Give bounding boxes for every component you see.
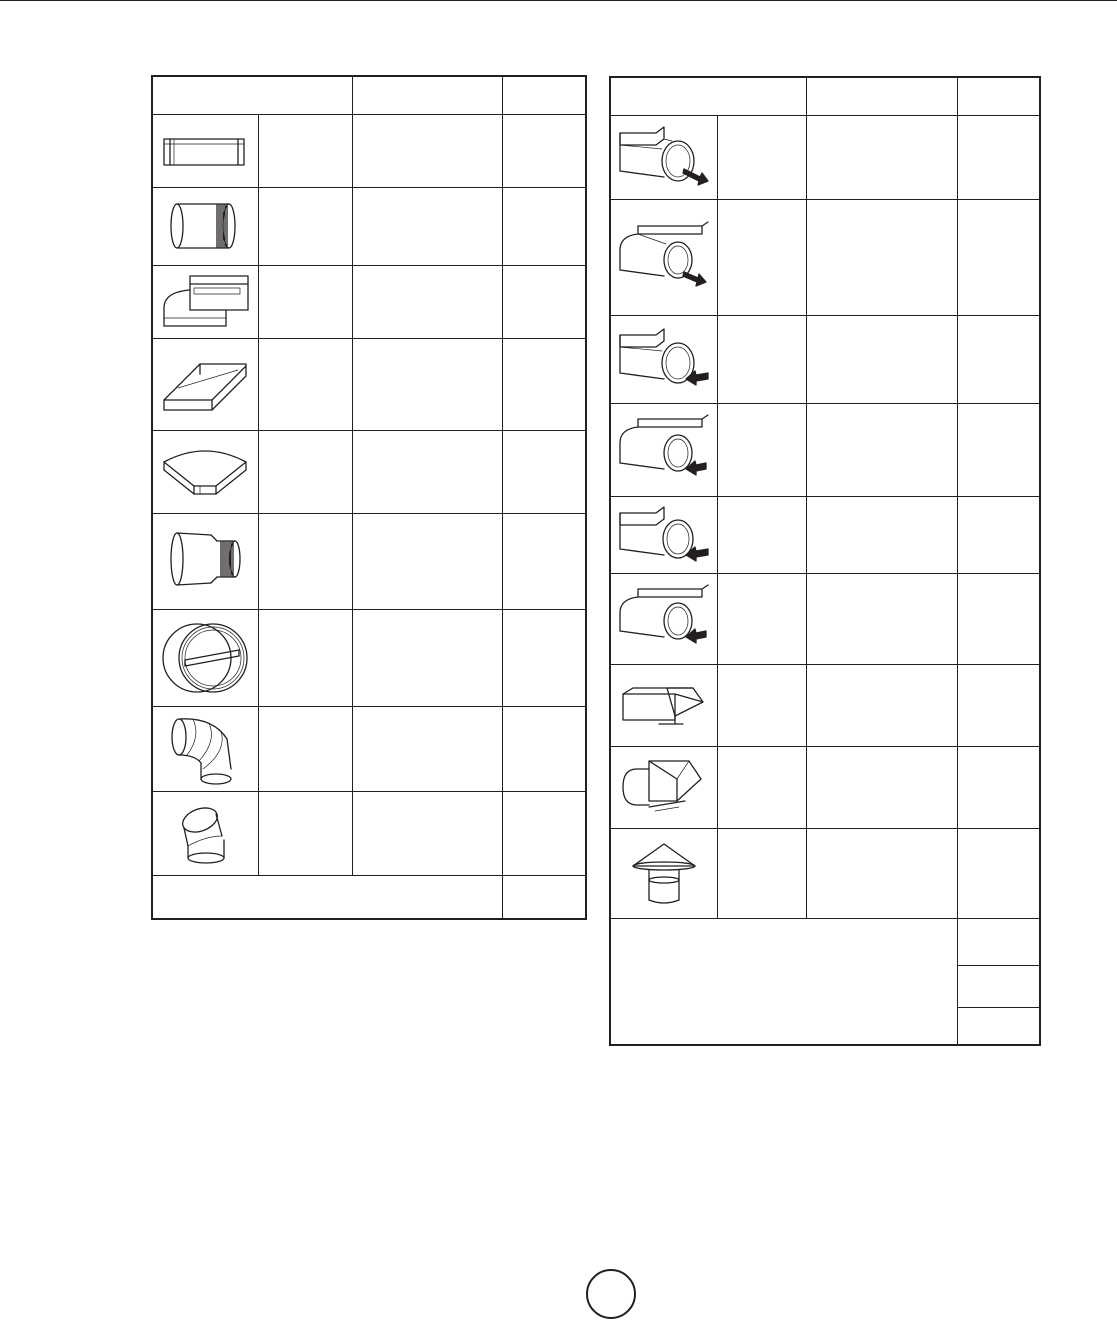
footer-label <box>152 875 502 919</box>
row-size <box>352 609 502 706</box>
row-qty <box>957 115 1040 199</box>
header-size <box>806 77 957 115</box>
table-row <box>610 573 1040 664</box>
row-size <box>352 430 502 513</box>
row-name <box>258 114 352 187</box>
table-row <box>610 664 1040 746</box>
row-name <box>258 265 352 338</box>
row-name <box>717 664 806 746</box>
roof-cap-round-icon <box>629 840 699 906</box>
duct-pieces-table-right <box>609 76 1041 1046</box>
table-row <box>152 187 586 265</box>
wall-cap-round-icon <box>619 757 709 817</box>
rect-to-round-elbow-outlet-icon <box>616 224 712 290</box>
table-row <box>610 828 1040 918</box>
row-qty <box>957 403 1040 496</box>
footer-value <box>957 1007 1040 1045</box>
row-name <box>717 828 806 918</box>
row-name <box>258 706 352 791</box>
row-name <box>258 187 352 265</box>
header-qty <box>502 76 586 114</box>
table-row <box>152 114 586 187</box>
row-qty <box>502 706 586 791</box>
row-name <box>717 315 806 403</box>
row-name <box>717 403 806 496</box>
row-name <box>258 609 352 706</box>
rectangular-elbow-90-flat-icon <box>160 442 250 502</box>
header-size <box>352 76 502 114</box>
row-qty <box>502 187 586 265</box>
row-size <box>352 791 502 875</box>
rect-to-round-transition-inlet-icon <box>616 327 712 391</box>
header-item <box>610 77 806 115</box>
row-size <box>352 338 502 430</box>
rectangular-elbow-vertical-icon <box>160 270 250 334</box>
row-size <box>806 664 957 746</box>
table-header-row <box>152 76 586 114</box>
row-qty <box>957 573 1040 664</box>
duct-pieces-table-left <box>151 75 587 920</box>
footer-value <box>957 918 1040 965</box>
row-name <box>717 199 806 315</box>
row-size <box>806 115 957 199</box>
table-row <box>610 315 1040 403</box>
table-row <box>610 403 1040 496</box>
table-header-row <box>610 77 1040 115</box>
row-qty <box>502 338 586 430</box>
table-row <box>610 496 1040 573</box>
row-size <box>806 199 957 315</box>
row-size <box>806 746 957 828</box>
row-name <box>717 746 806 828</box>
header-item <box>152 76 352 114</box>
row-name <box>717 573 806 664</box>
table-row <box>610 115 1040 199</box>
row-size <box>806 496 957 573</box>
row-size <box>352 265 502 338</box>
rect-to-round-elbow-inlet-icon <box>616 417 712 483</box>
round-damper-icon <box>157 616 253 700</box>
rect-to-round-elbow-inlet-small-icon <box>616 587 712 651</box>
row-qty <box>957 664 1040 746</box>
row-size <box>806 315 957 403</box>
rectangular-elbow-45-icon <box>160 352 250 416</box>
row-size <box>806 828 957 918</box>
row-qty <box>957 828 1040 918</box>
row-size <box>806 573 957 664</box>
page-number <box>586 1269 636 1319</box>
round-elbow-45-icon <box>170 800 240 866</box>
row-size <box>352 706 502 791</box>
row-qty <box>502 609 586 706</box>
table-row <box>152 609 586 706</box>
wall-cap-rectangular-icon <box>619 680 709 730</box>
table-row <box>152 706 586 791</box>
table-row <box>152 513 586 609</box>
table-row <box>152 430 586 513</box>
row-size <box>352 187 502 265</box>
table-footer-row <box>610 918 1040 965</box>
row-name <box>258 430 352 513</box>
top-rule <box>0 0 1117 1</box>
round-straight-duct-icon <box>165 196 245 256</box>
table-row <box>152 791 586 875</box>
row-qty <box>502 791 586 875</box>
row-qty <box>957 496 1040 573</box>
rect-to-round-transition-inlet-small-icon <box>616 505 712 565</box>
rectangular-straight-duct-icon <box>162 131 248 171</box>
table-row <box>610 746 1040 828</box>
row-qty <box>957 315 1040 403</box>
row-size <box>352 513 502 609</box>
row-qty <box>502 513 586 609</box>
header-qty <box>957 77 1040 115</box>
row-name <box>717 115 806 199</box>
table-row <box>152 265 586 338</box>
footer-value <box>957 965 1040 1007</box>
row-qty <box>502 430 586 513</box>
row-name <box>258 338 352 430</box>
row-name <box>717 496 806 573</box>
footer-label <box>610 918 957 1045</box>
table-footer-row <box>152 875 586 919</box>
row-qty <box>502 114 586 187</box>
row-name <box>258 791 352 875</box>
row-qty <box>957 746 1040 828</box>
round-elbow-90-icon <box>165 711 245 787</box>
row-qty <box>957 199 1040 315</box>
row-qty <box>502 265 586 338</box>
round-reducer-icon <box>165 529 245 593</box>
row-name <box>258 513 352 609</box>
row-size <box>806 403 957 496</box>
table-row <box>610 199 1040 315</box>
footer-value <box>502 875 586 919</box>
table-row <box>152 338 586 430</box>
row-size <box>352 114 502 187</box>
rect-to-round-transition-outlet-icon <box>616 125 712 189</box>
